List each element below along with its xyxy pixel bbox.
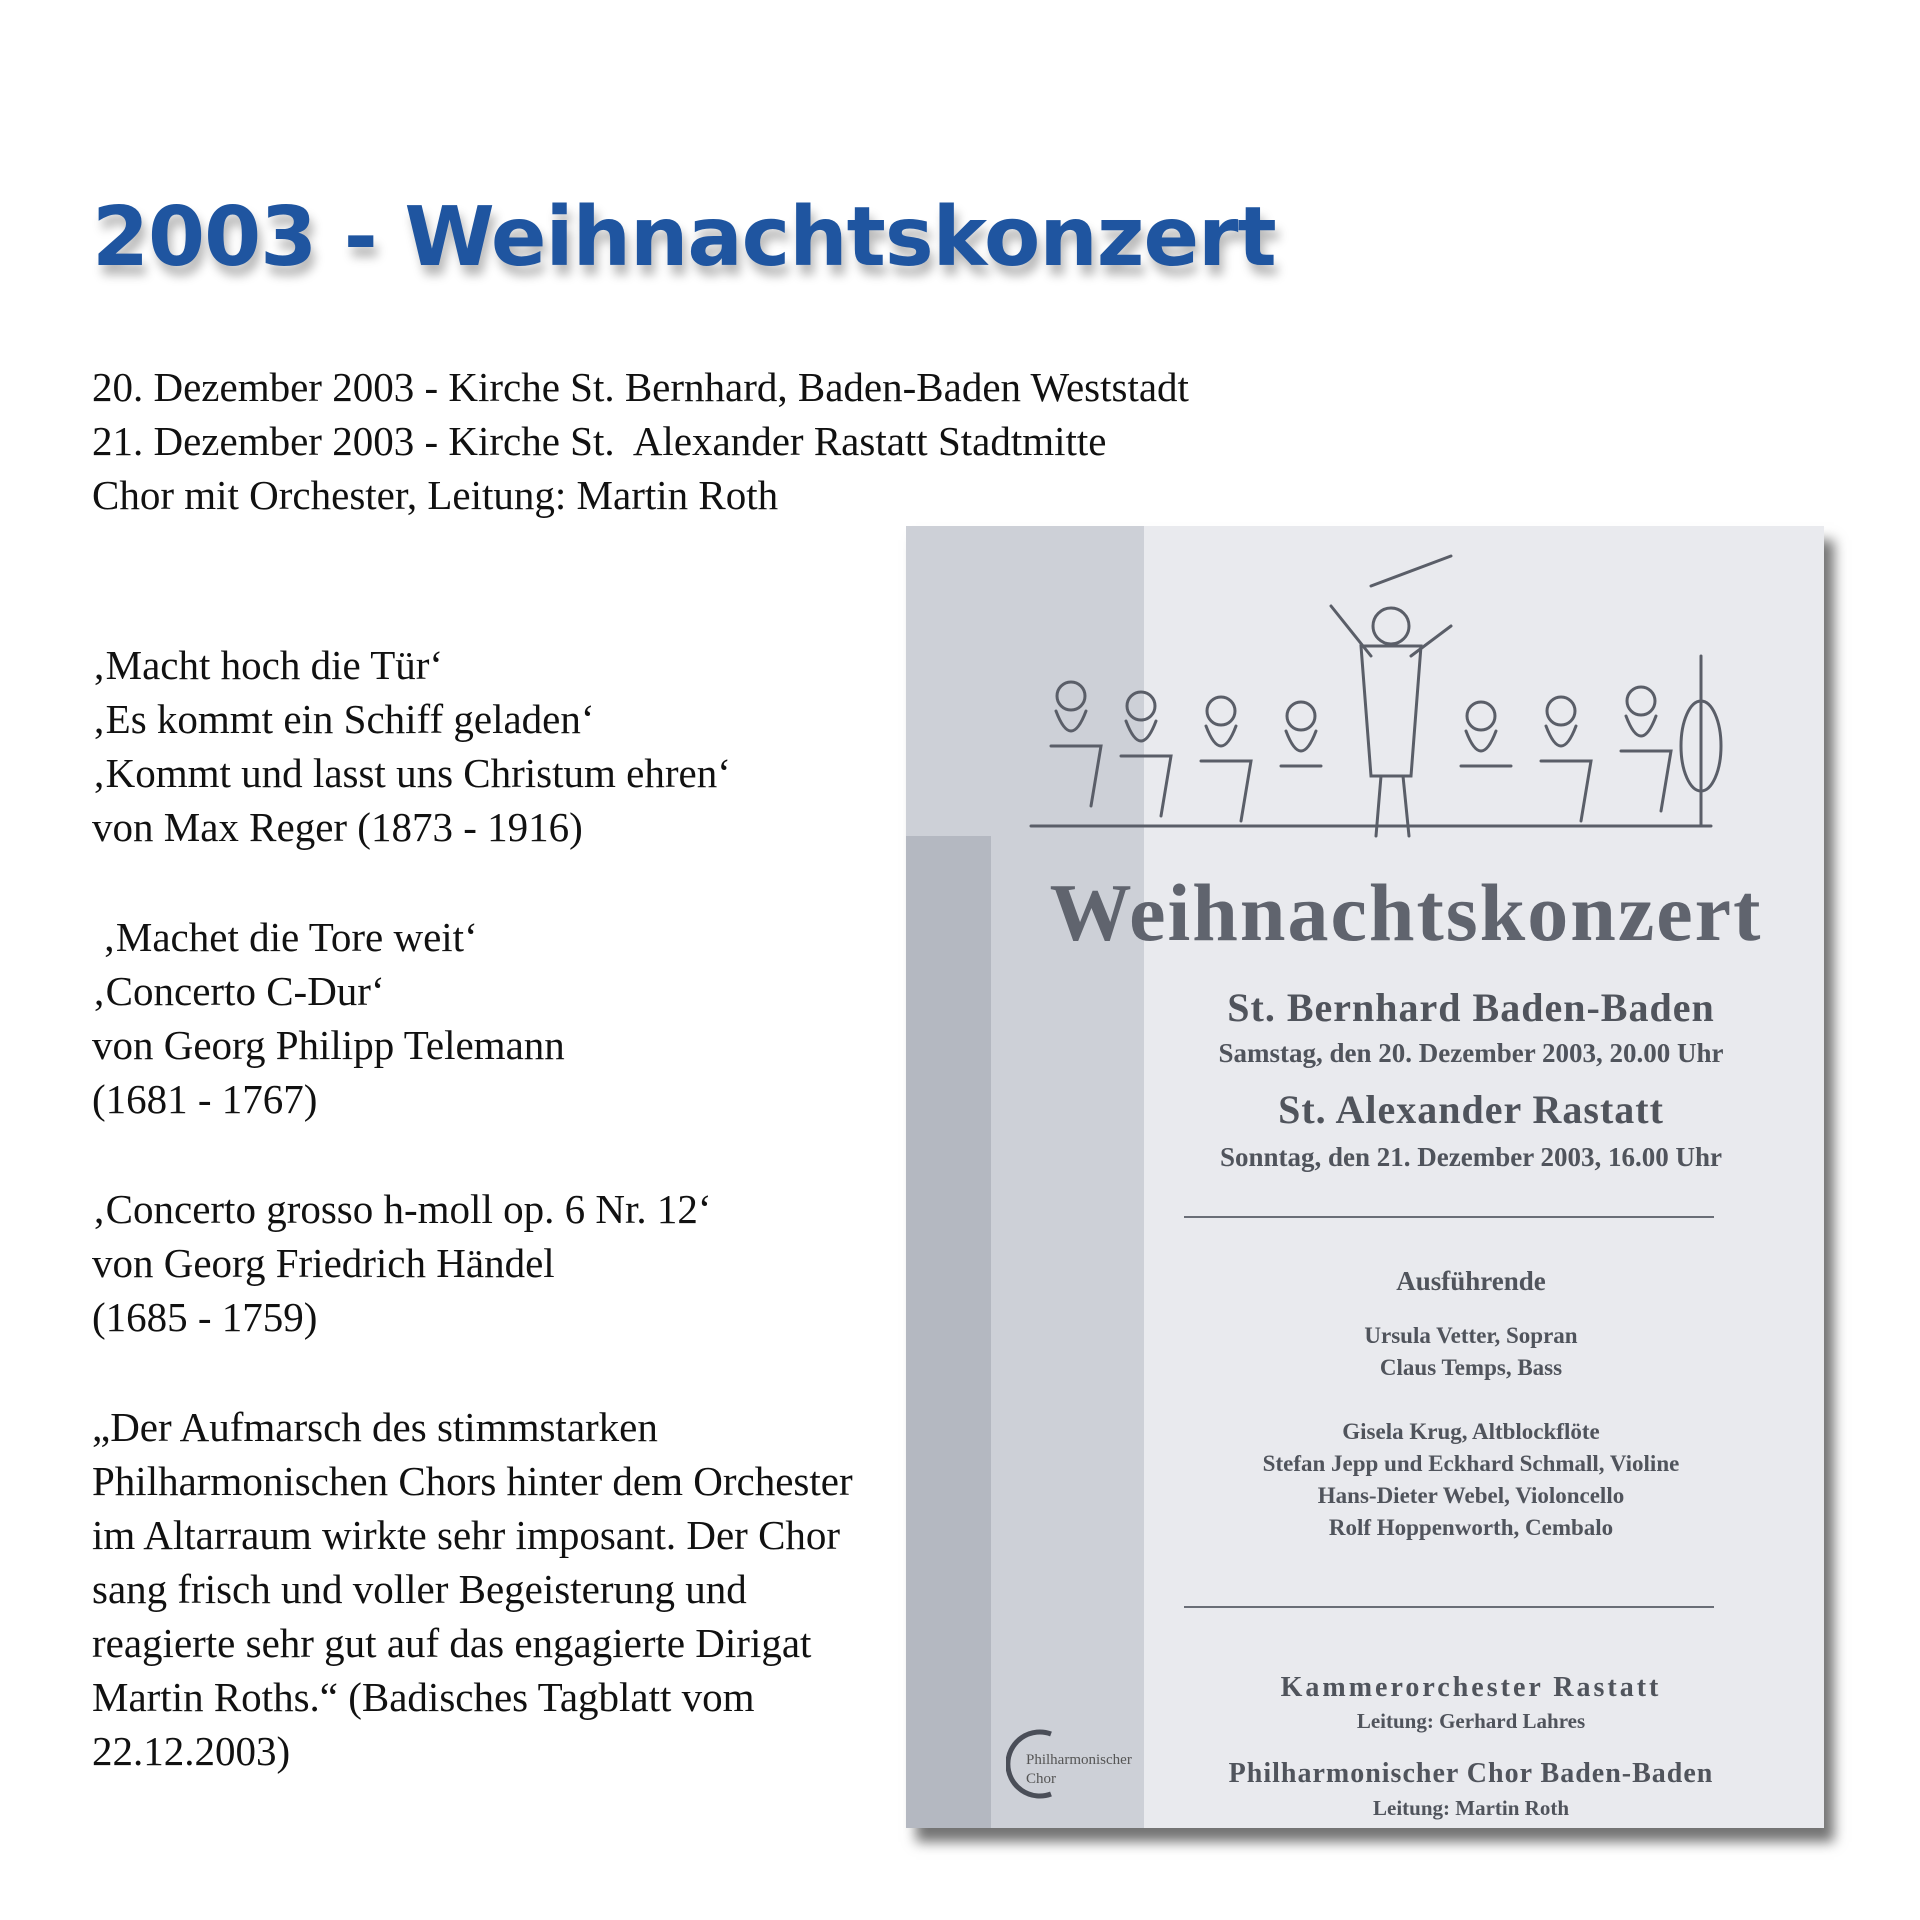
poster-instrumentalist: Rolf Hoppenworth, Cembalo <box>1328 1515 1614 1540</box>
poster-instrumentalist: Stefan Jepp und Eckhard Schmall, Violine <box>1262 1451 1680 1476</box>
poster-divider <box>1184 1606 1714 1608</box>
poster-ensemble-choir-lead: Leitung: Martin Roth <box>1373 1796 1569 1820</box>
program-item: ‚Concerto C-Dur‘ <box>92 968 385 1014</box>
poster-soloist: Ursula Vetter, Sopran <box>1364 1323 1578 1348</box>
poster-performers-heading: Ausführende <box>1396 1266 1546 1296</box>
program-list <box>92 638 872 1778</box>
poster-instrumentalist: Gisela Krug, Altblockflöte <box>1342 1419 1600 1444</box>
info-line: 20. Dezember 2003 - Kirche St. Bernhard, Baden-Baden Weststadt <box>92 364 1189 410</box>
info-line: Chor mit Orchester, Leitung: Martin Roth <box>92 472 779 518</box>
poster-ensemble-orchestra: Kammerorchester Rastatt <box>1280 1672 1662 1703</box>
program-composer: von Georg Friedrich Händel <box>92 1240 555 1286</box>
info-line: 21. Dezember 2003 - Kirche St. Alexander Rastatt Stadtmitte <box>92 418 1107 464</box>
poster-date-1: Samstag, den 20. Dezember 2003, 20.00 Uhr <box>1218 1038 1724 1068</box>
program-item: ‚Macht hoch die Tür‘ <box>92 642 444 688</box>
poster-ensemble-orchestra-lead: Leitung: Gerhard Lahres <box>1356 1709 1586 1733</box>
poster-soloist: Claus Temps, Bass <box>1379 1355 1563 1380</box>
program-dates: (1685 - 1759) <box>92 1294 318 1340</box>
poster-venue-2: St. Alexander Rastatt <box>1278 1087 1664 1132</box>
poster-divider <box>1184 1216 1714 1218</box>
program-item: ‚Kommt und lasst uns Christum ehren‘ <box>92 750 731 796</box>
program-composer: von Max Reger (1873 - 1916) <box>92 804 583 850</box>
press-quote: „Der Aufmarsch des stimmstarken Philharmonischen Chors hinter dem Orchester im Altarraum wirkte sehr imposant. Der Chor sang frisch und voller Begeisterung und reagierte sehr gut auf das engagierte Dirigat Martin Roths.“ (Badisches Tagblatt vom 22.12.2003) <box>92 1404 853 1774</box>
program-dates: (1681 - 1767) <box>92 1076 318 1122</box>
poster-dark-strip <box>906 836 991 1828</box>
page-title: 2003 - Weihnachtskonzert <box>92 190 1276 285</box>
orchestra-illustration <box>1011 546 1731 856</box>
concert-info <box>92 360 1189 522</box>
poster-instrumentalist: Hans-Dieter Webel, Violoncello <box>1317 1483 1625 1508</box>
poster-date-2: Sonntag, den 21. Dezember 2003, 16.00 Uhr <box>1220 1142 1722 1172</box>
program-item: ‚Concerto grosso h-moll op. 6 Nr. 12‘ <box>92 1186 712 1232</box>
logo-text: Philharmonischer <box>1026 1752 1132 1768</box>
poster-ensemble-choir: Philharmonischer Chor Baden-Baden <box>1228 1758 1714 1789</box>
program-item: ‚Machet die Tore weit‘ <box>92 914 478 960</box>
poster-title: Weihnachtskonzert <box>1049 867 1763 958</box>
poster-venue-1: St. Bernhard Baden-Baden <box>1227 985 1715 1030</box>
program-composer: von Georg Philipp Telemann <box>92 1022 565 1068</box>
concert-poster <box>906 526 1824 1828</box>
logo-text: Chor <box>1026 1771 1056 1787</box>
program-item: ‚Es kommt ein Schiff geladen‘ <box>92 696 595 742</box>
